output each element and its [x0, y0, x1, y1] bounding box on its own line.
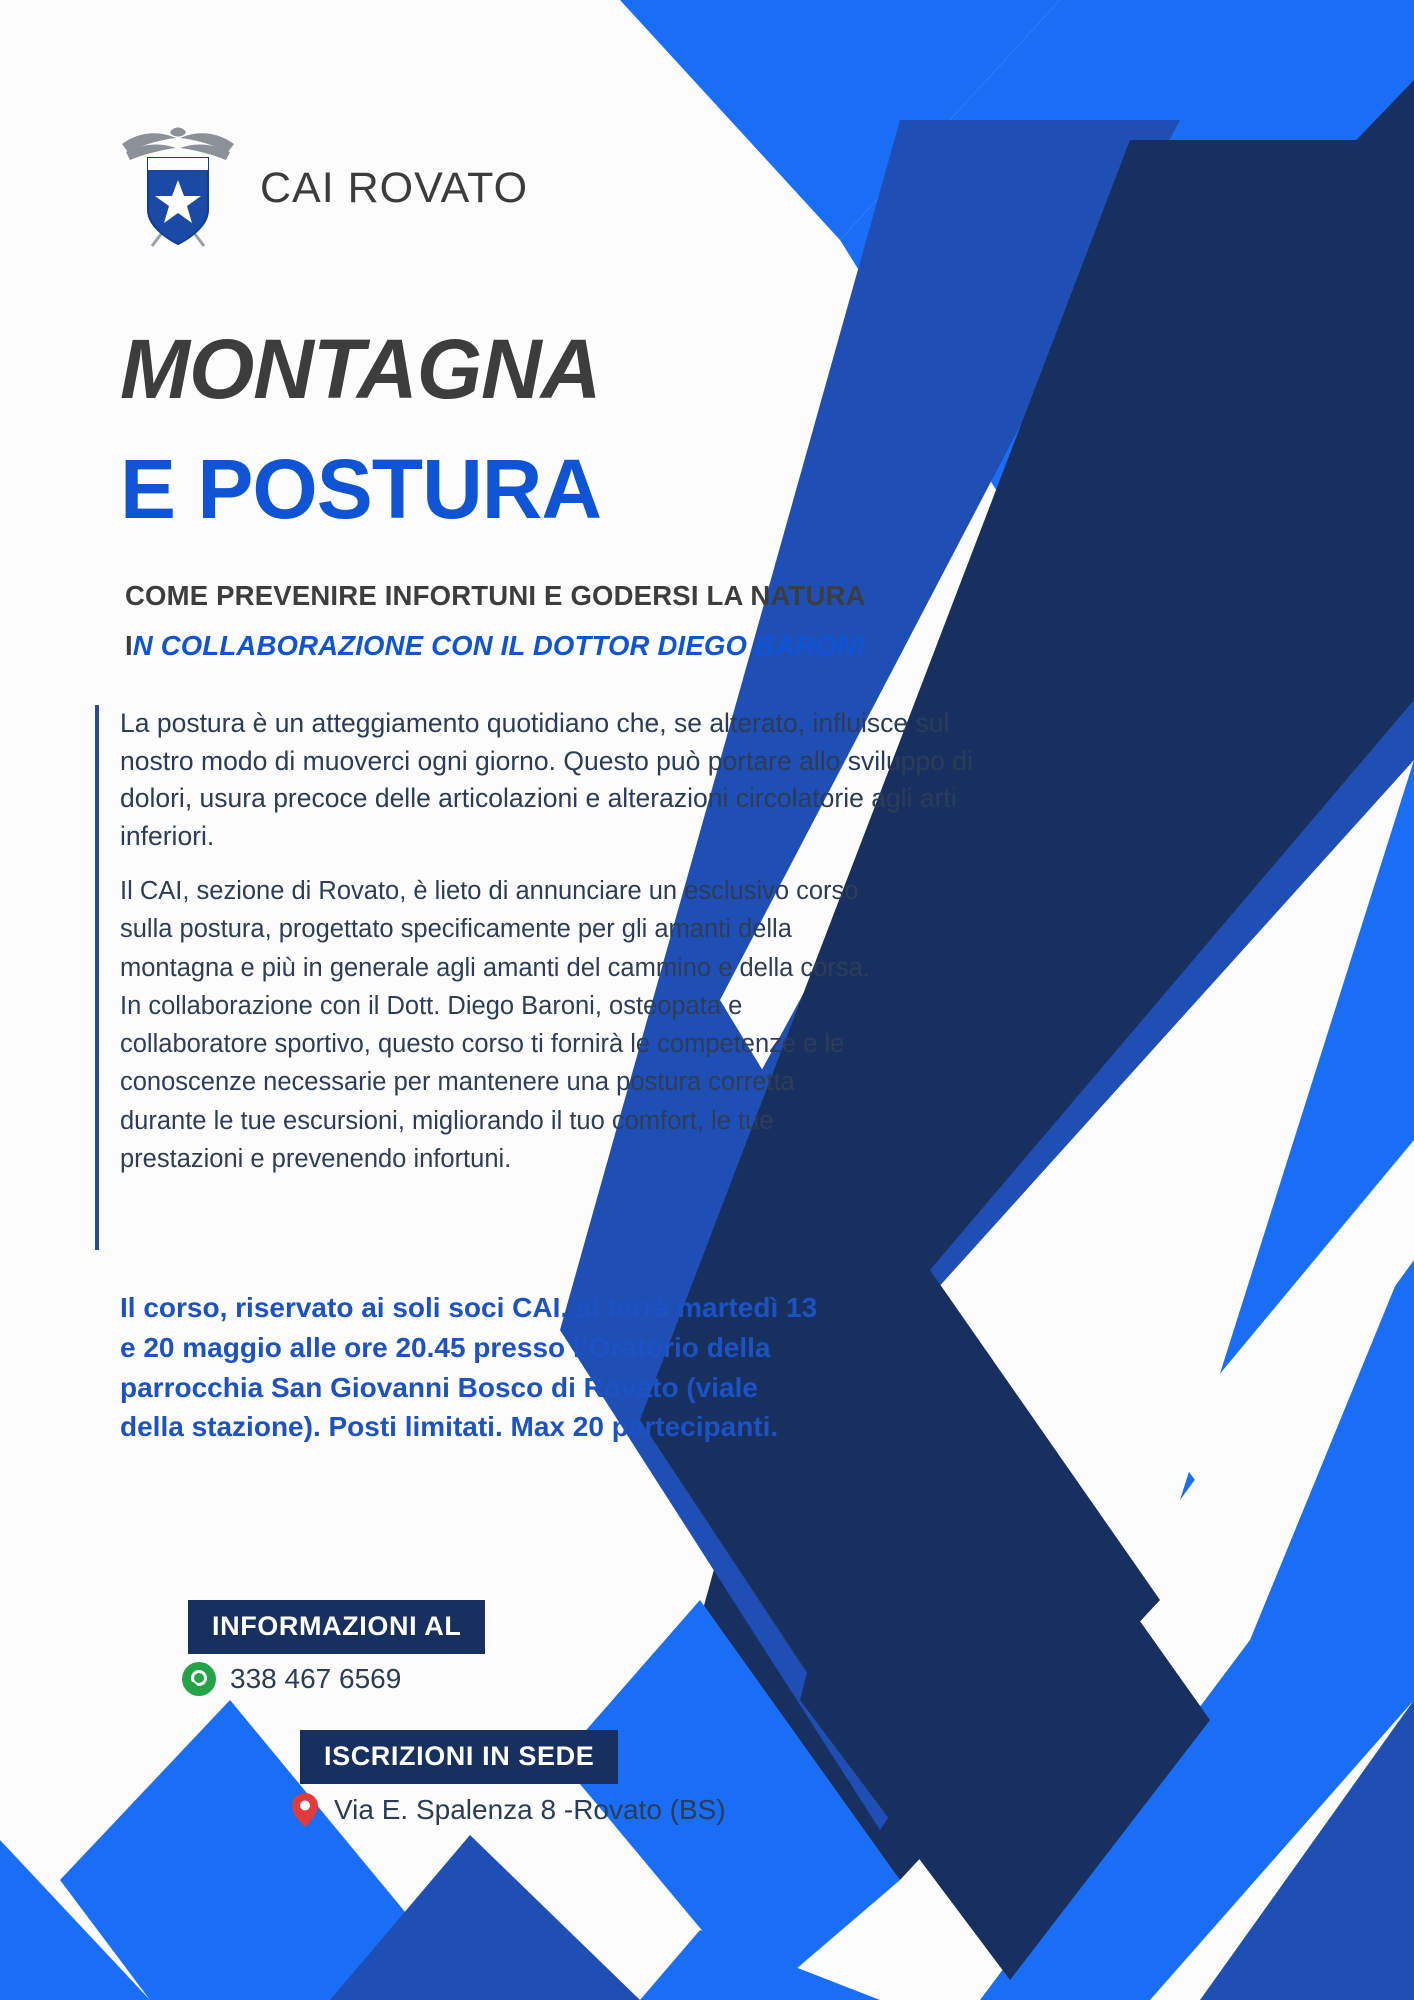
whatsapp-icon [182, 1662, 216, 1696]
quote-accent-bar [95, 705, 99, 1250]
subtitle-primary: COME PREVENIRE INFORTUNI E GODERSI LA NATURA [125, 580, 866, 611]
cai-eagle-shield-logo-icon [118, 118, 238, 258]
address-row[interactable] [290, 1792, 726, 1828]
page-title-line1: MONTAGNA [120, 322, 601, 416]
info-badge: INFORMAZIONI AL [188, 1600, 485, 1654]
map-pin-icon [290, 1792, 320, 1828]
subtitle-collaboration [125, 630, 865, 662]
phone-row[interactable] [182, 1662, 401, 1696]
brand-name: CAI ROVATO [260, 163, 529, 212]
course-details-highlight: Il corso, riservato ai soli soci CAI, si terrà martedì 13 e 20 maggio alle ore 20.45 presso l’Oratorio della parrocchia San Giovanni Bosco di Rovato (viale della stazione). Posti limitati. Max 20 partecipanti. [120, 1292, 818, 1443]
brand-block [118, 118, 528, 258]
phone-number: 338 467 6569 [230, 1663, 402, 1694]
registration-badge: ISCRIZIONI IN SEDE [300, 1730, 618, 1784]
subtitle-collaboration-text: N COLLABORAZIONE CON IL DOTTOR DIEGO BARONI [132, 630, 865, 661]
subtitle-lead-letter: I [125, 630, 133, 661]
description-paragraph: Il CAI, sezione di Rovato, è lieto di annunciare un esclusivo corso sulla postura, progettato specificamente per gli amanti della montagna e più in generale agli amanti del cammino e della corsa. In collaborazione con il Dott. Diego Baroni, osteopata e collaboratore sportivo, questo corso ti fornirà le competenze e le conoscenze necessarie per mantenere una postura corretta durante le tue escursioni, migliorando il tuo comfort, le tue prestazioni e prevenendo infortuni. [120, 877, 870, 1173]
address-text: Via E. Spalenza 8 -Rovato (BS) [334, 1794, 726, 1825]
intro-paragraph: La postura è un atteggiamento quotidiano che, se alterato, influisce sul nostro modo di muoverci ogni giorno. Questo può portare allo sviluppo di dolori, usura precoce delle articolazioni e alterazioni circolatorie agli arti inferiori. [120, 708, 973, 851]
page-title-line2: E POSTURA [120, 442, 602, 536]
